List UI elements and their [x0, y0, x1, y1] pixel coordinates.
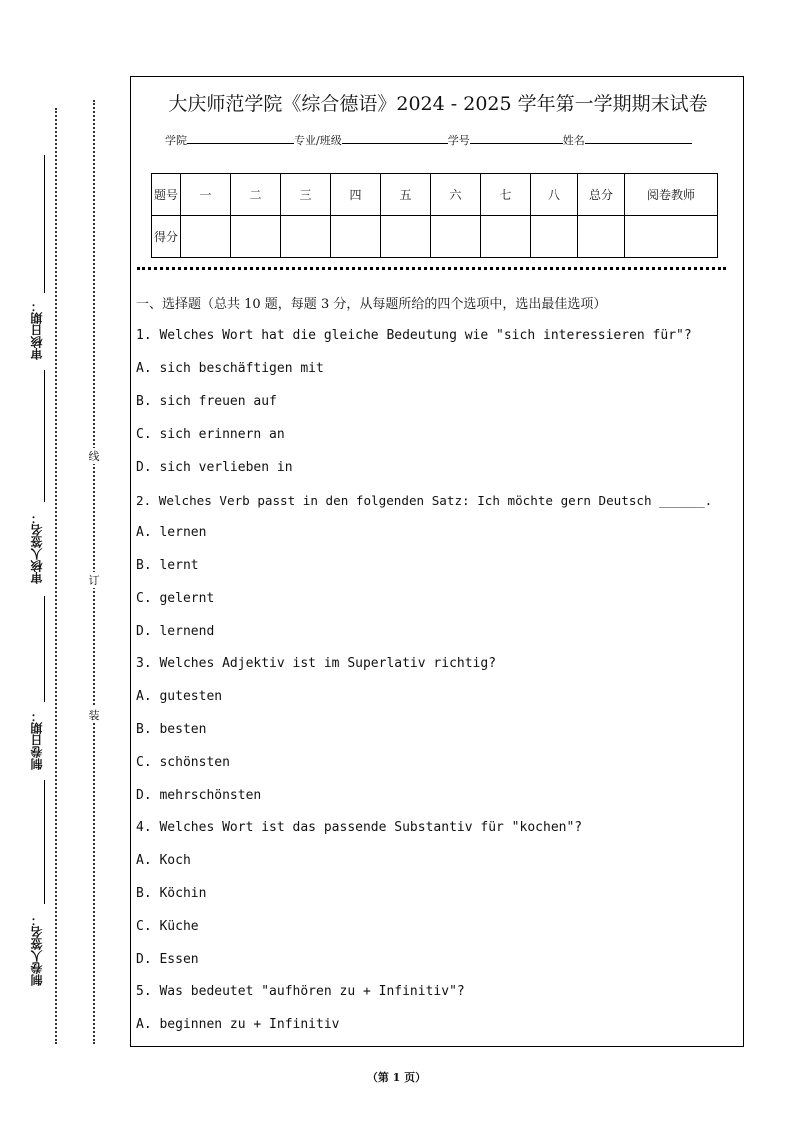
q4-option-c[interactable]: C. Küche [136, 919, 199, 934]
score-cell[interactable] [625, 216, 718, 258]
section-heading: 一、选择题（总共 10 题，每题 3 分，从每题所给的四个选项中，选出最佳选项） [136, 297, 607, 312]
question-3: 3. Welches Adjektiv ist im Superlativ richtig? [136, 656, 497, 671]
q3-option-c[interactable]: C. schönsten [136, 755, 230, 770]
q1-option-c[interactable]: C. sich erinnern an [136, 427, 285, 442]
score-cell[interactable] [281, 216, 331, 258]
q2-option-b[interactable]: B. lernt [136, 558, 199, 573]
exam-title: 大庆师范学院《综合德语》2024 - 2025 学年第一学期期末试卷 [168, 93, 708, 115]
binding-char-ding: 订 [86, 572, 102, 588]
q1-option-b[interactable]: B. sich freuen auf [136, 394, 277, 409]
binding-char-zhuang: 装 [86, 707, 102, 723]
field-college-blank[interactable] [187, 133, 294, 144]
header-separator [137, 267, 726, 270]
field-name-label: 姓名 [562, 134, 585, 147]
score-col-6: 六 [431, 174, 481, 216]
binding-char-xian: 线 [86, 448, 102, 464]
prepare-date-label: 制卷日期： [30, 710, 44, 770]
score-table-row-label: 题号 [152, 174, 181, 216]
q3-option-d[interactable]: D. mehrschönsten [136, 788, 262, 803]
score-cell[interactable] [531, 216, 578, 258]
score-col-1: 一 [181, 174, 231, 216]
q2-option-c[interactable]: C. gelernt [136, 591, 215, 606]
score-cell[interactable] [578, 216, 625, 258]
q4-option-a[interactable]: A. Koch [136, 853, 191, 868]
score-cell[interactable] [481, 216, 531, 258]
q4-option-d[interactable]: D. Essen [136, 952, 199, 967]
reviewer-signature-label: 审核人签名： [30, 512, 44, 584]
preparer-signature-label: 制卷人签名： [30, 914, 44, 986]
score-table-row2-label: 得分 [152, 216, 181, 258]
question-1: 1. Welches Wort hat die gleiche Bedeutung wie "sich interessieren für"? [136, 328, 692, 343]
q3-option-a[interactable]: A. gutesten [136, 689, 223, 704]
score-cell[interactable] [381, 216, 431, 258]
exam-frame [130, 76, 744, 1047]
score-cell[interactable] [231, 216, 281, 258]
score-cell[interactable] [431, 216, 481, 258]
field-major-label: 专业/班级 [294, 134, 342, 147]
question-5: 5. Was bedeutet "aufhören zu + Infinitiv"? [136, 984, 465, 999]
q3-option-b[interactable]: B. besten [136, 722, 207, 737]
field-college-label: 学院 [165, 134, 187, 147]
binding-dotted-line-outer [55, 108, 57, 1044]
q2-option-d[interactable]: D. lernend [136, 624, 215, 639]
score-cell[interactable] [331, 216, 381, 258]
question-2: 2. Welches Verb passt in den folgenden Satz: Ich möchte gern Deutsch ______. [136, 493, 713, 508]
field-major-blank[interactable] [342, 133, 448, 144]
score-col-3: 三 [281, 174, 331, 216]
field-id-label: 学号 [447, 134, 470, 147]
field-name-blank[interactable] [585, 133, 692, 144]
page-number: （第 1 页） [366, 1071, 427, 1084]
score-col-grader: 阅卷教师 [625, 174, 718, 216]
preparer-signature-line [44, 780, 45, 904]
q1-option-d[interactable]: D. sich verlieben in [136, 460, 293, 475]
score-col-2: 二 [231, 174, 281, 216]
review-date-line [44, 155, 45, 293]
reviewer-signature-line [44, 370, 45, 502]
score-col-total: 总分 [578, 174, 625, 216]
score-col-7: 七 [481, 174, 531, 216]
q4-option-b[interactable]: B. Köchin [136, 886, 207, 901]
student-info-row [165, 132, 692, 148]
score-col-8: 八 [531, 174, 578, 216]
question-4: 4. Welches Wort ist das passende Substantiv für "kochen"? [136, 820, 583, 835]
score-col-4: 四 [331, 174, 381, 216]
score-col-5: 五 [381, 174, 431, 216]
score-cell[interactable] [181, 216, 231, 258]
q2-option-a[interactable]: A. lernen [136, 525, 207, 540]
review-date-label: 审核日期： [30, 300, 44, 360]
score-table [151, 173, 718, 258]
prepare-date-line [44, 596, 45, 702]
field-id-blank[interactable] [470, 133, 563, 144]
q1-option-a[interactable]: A. sich beschäftigen mit [136, 361, 324, 376]
q5-option-a[interactable]: A. beginnen zu + Infinitiv [136, 1017, 340, 1032]
